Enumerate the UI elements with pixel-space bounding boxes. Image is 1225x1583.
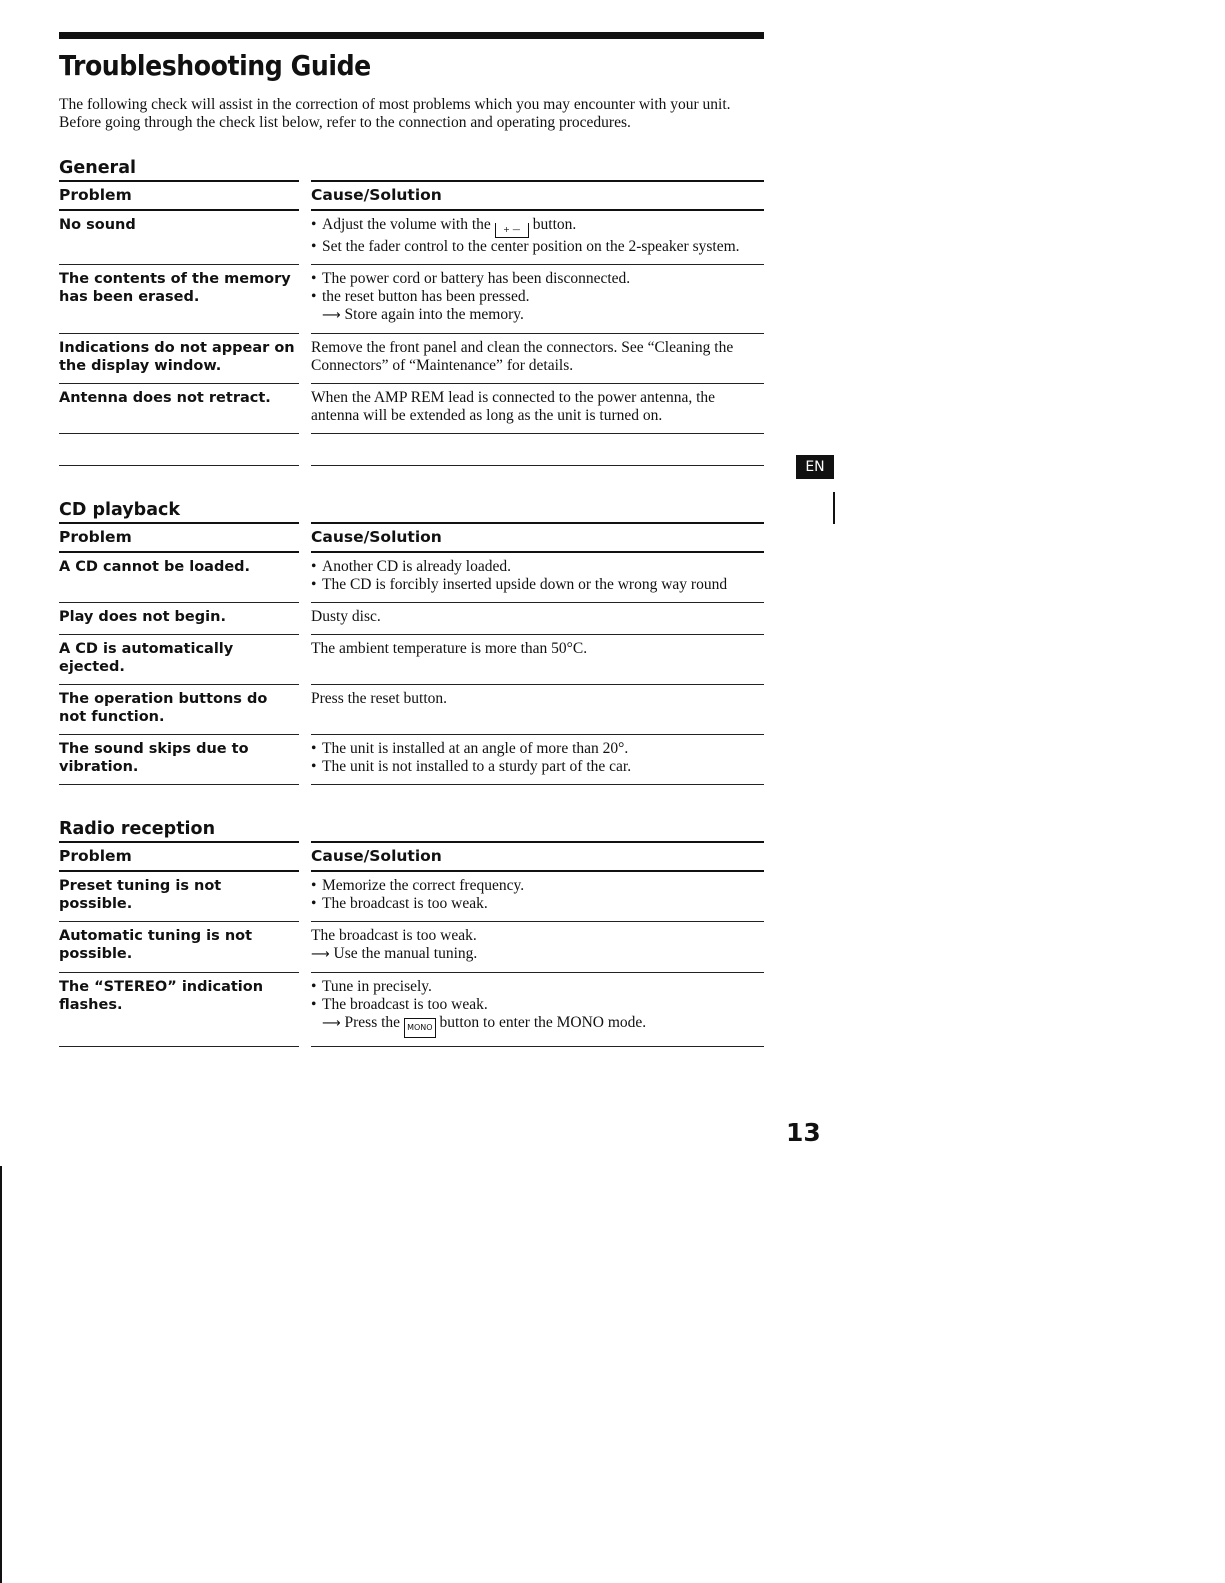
solution-cell bbox=[311, 872, 764, 922]
problem-cell: No sound bbox=[59, 211, 299, 265]
problem-cell: Preset tuning is not possible. bbox=[59, 872, 299, 922]
solution-cell: When the AMP REM lead is connected to the power antenna, the antenna will be extended as long as the unit is turned on. bbox=[311, 384, 764, 434]
problem-cell: The contents of the memory has been erased. bbox=[59, 265, 299, 334]
problem-cell: Play does not begin. bbox=[59, 603, 299, 635]
solution-bullet: • Adjust the volume with the + — button. bbox=[311, 216, 764, 238]
mono-button-icon: MONO bbox=[404, 1018, 435, 1038]
table-row bbox=[59, 872, 764, 922]
problem-cell: A CD cannot be loaded. bbox=[59, 553, 299, 603]
solution-cell bbox=[311, 973, 764, 1047]
solution-cell bbox=[311, 922, 764, 973]
problem-cell: The sound skips due to vibration. bbox=[59, 735, 299, 785]
section-title-general: General bbox=[59, 158, 136, 178]
blank-row bbox=[59, 434, 764, 466]
solution-bullet: • The CD is forcibly inserted upside down or the wrong way round bbox=[311, 576, 764, 594]
solution-text: The broadcast is too weak. bbox=[311, 927, 477, 944]
table-row bbox=[59, 735, 764, 785]
arrow-icon: ⟶ bbox=[322, 308, 341, 323]
solution-bullet: • the reset button has been pressed. bbox=[311, 288, 764, 306]
table-radio bbox=[59, 841, 764, 1047]
table-header-row bbox=[59, 180, 764, 211]
table-header-row bbox=[59, 841, 764, 872]
arrow-note: ⟶ Store again into the memory. bbox=[322, 306, 524, 323]
solution-cell bbox=[311, 211, 764, 265]
problem-cell: Indications do not appear on the display window. bbox=[59, 334, 299, 384]
section-title-radio: Radio reception bbox=[59, 819, 216, 839]
solution-bullet: • Tune in precisely. bbox=[311, 978, 764, 996]
solution-bullet: • Another CD is already loaded. bbox=[311, 558, 764, 576]
solution-bullet: • The unit is installed at an angle of more than 20°. bbox=[311, 740, 764, 758]
arrow-icon: ⟶ bbox=[311, 947, 330, 962]
top-rule bbox=[59, 32, 764, 39]
solution-cell bbox=[311, 265, 764, 334]
header-solution: Cause/Solution bbox=[311, 522, 764, 553]
table-row bbox=[59, 973, 764, 1047]
table-row bbox=[59, 922, 764, 973]
section-title-cd: CD playback bbox=[59, 500, 181, 520]
solution-bullet: • The power cord or battery has been disconnected. bbox=[311, 270, 764, 288]
section-cd-playback bbox=[59, 500, 764, 785]
page-content bbox=[59, 32, 764, 1047]
table-row bbox=[59, 334, 764, 384]
header-problem: Problem bbox=[59, 841, 299, 872]
page-number: 13 bbox=[786, 1118, 821, 1147]
table-row bbox=[59, 685, 764, 735]
problem-cell: Antenna does not retract. bbox=[59, 384, 299, 434]
table-row bbox=[59, 603, 764, 635]
table-row bbox=[59, 265, 764, 334]
section-general bbox=[59, 158, 764, 466]
section-radio-reception bbox=[59, 819, 764, 1047]
language-badge: EN bbox=[796, 455, 834, 479]
header-solution: Cause/Solution bbox=[311, 180, 764, 211]
header-problem: Problem bbox=[59, 522, 299, 553]
volume-button-icon: + — bbox=[495, 223, 529, 238]
table-general bbox=[59, 180, 764, 466]
problem-cell: The operation buttons do not function. bbox=[59, 685, 299, 735]
solution-bullet: • The broadcast is too weak. bbox=[311, 895, 764, 913]
arrow-note: ⟶ Press the MONO button to enter the MONO mode. bbox=[311, 1014, 764, 1038]
solution-cell: Press the reset button. bbox=[311, 685, 764, 735]
table-header-row bbox=[59, 522, 764, 553]
arrow-icon: ⟶ bbox=[322, 1016, 341, 1031]
page-title: Troubleshooting Guide bbox=[59, 49, 371, 82]
problem-cell: Automatic tuning is not possible. bbox=[59, 922, 299, 973]
arrow-note: ⟶ Use the manual tuning. bbox=[311, 945, 478, 962]
scan-edge-line bbox=[0, 1166, 2, 1583]
solution-bullet: • The unit is not installed to a sturdy part of the car. bbox=[311, 758, 764, 776]
table-row bbox=[59, 384, 764, 434]
problem-cell: A CD is automatically ejected. bbox=[59, 635, 299, 685]
header-solution: Cause/Solution bbox=[311, 841, 764, 872]
table-row bbox=[59, 211, 764, 265]
solution-bullet: • Memorize the correct frequency. bbox=[311, 877, 764, 895]
solution-cell bbox=[311, 553, 764, 603]
table-row bbox=[59, 553, 764, 603]
intro-paragraph-1: The following check will assist in the correction of most problems which you may encounter with your unit. bbox=[59, 96, 731, 113]
solution-cell: The ambient temperature is more than 50°C. bbox=[311, 635, 764, 685]
solution-bullet: • The broadcast is too weak. bbox=[311, 996, 764, 1014]
solution-cell: Remove the front panel and clean the connectors. See “Cleaning the Connectors” of “Maintenance” for details. bbox=[311, 334, 764, 384]
solution-bullet: • Set the fader control to the center position on the 2-speaker system. bbox=[311, 238, 764, 256]
solution-cell bbox=[311, 735, 764, 785]
table-cd bbox=[59, 522, 764, 785]
side-marker bbox=[833, 492, 835, 524]
table-row bbox=[59, 635, 764, 685]
problem-cell: The “STEREO” indication flashes. bbox=[59, 973, 299, 1047]
solution-cell: Dusty disc. bbox=[311, 603, 764, 635]
header-problem: Problem bbox=[59, 180, 299, 211]
intro-paragraph-2: Before going through the check list below, refer to the connection and operating procedures. bbox=[59, 114, 631, 131]
